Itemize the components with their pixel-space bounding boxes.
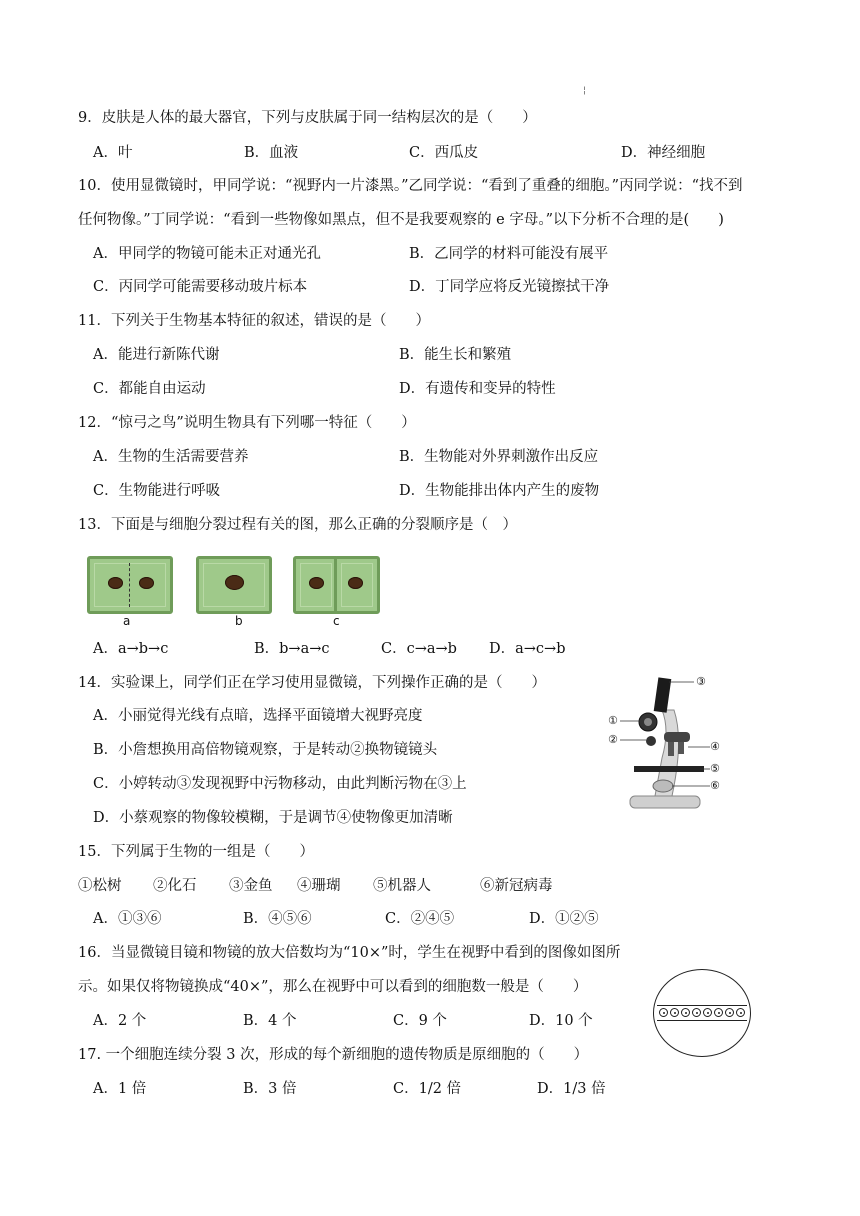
cell-a bbox=[87, 556, 173, 614]
q14-option-d[interactable]: D．小蔡观察的物像较模糊，于是调节④使物像更加清晰 bbox=[93, 810, 453, 826]
q10-stem-cont: 任何物像。”丁同学说：“看到一些物像如黑点，但不是我要观察的 e 字母。”以下分析不合理的是( ) bbox=[78, 212, 724, 228]
cell-row bbox=[657, 1005, 747, 1021]
q13-option-d[interactable]: D．a→c→b bbox=[489, 641, 566, 657]
q11-option-d[interactable]: D．有遗传和变异的特性 bbox=[399, 381, 556, 397]
q17-option-a[interactable]: A．1 倍 bbox=[93, 1081, 147, 1097]
q9-option-b[interactable]: B．血液 bbox=[244, 145, 299, 161]
q15-item-1: ①松树 bbox=[78, 878, 122, 894]
q16-stem: 16．当显微镜目镜和物镜的放大倍数均为“10×”时，学生在视野中看到的图像如图所 bbox=[78, 945, 621, 961]
q11-option-c[interactable]: C．都能自由运动 bbox=[93, 381, 206, 397]
label-4: ④ bbox=[710, 740, 720, 753]
q14-option-c[interactable]: C．小婷转动③发现视野中污物移动，由此判断污物在③上 bbox=[93, 776, 467, 792]
q9-option-a[interactable]: A．叶 bbox=[93, 145, 133, 161]
q14-stem: 14．实验课上，同学们正在学习使用显微镜，下列操作正确的是（ ） bbox=[78, 675, 546, 691]
q14-option-b[interactable]: B．小詹想换用高倍物镜观察，于是转动②换物镜镜头 bbox=[93, 742, 438, 758]
q17-option-d[interactable]: D．1/3 倍 bbox=[537, 1081, 606, 1097]
q10-option-d[interactable]: D．丁同学应将反光镜擦拭干净 bbox=[409, 279, 610, 295]
q17-option-b[interactable]: B．3 倍 bbox=[243, 1081, 297, 1097]
field-of-view-figure bbox=[653, 969, 751, 1057]
q17-stem: 17. 一个细胞连续分裂 3 次，形成的每个新细胞的遗传物质是原细胞的（ ） bbox=[78, 1047, 589, 1063]
q12-stem: 12．“惊弓之鸟”说明生物具有下列哪一特征（ ） bbox=[78, 415, 416, 431]
q14-option-a[interactable]: A．小丽觉得光线有点暗，选择平面镜增大视野亮度 bbox=[93, 708, 423, 724]
q15-item-5: ⑤机器人 bbox=[373, 878, 431, 894]
cell-b bbox=[196, 556, 272, 614]
q16-stem-cont: 示。如果仅将物镜换成“40×”，那么在视野中可以看到的细胞数一般是（ ） bbox=[78, 979, 588, 995]
q13-stem: 13．下面是与细胞分裂过程有关的图，那么正确的分裂顺序是（ ） bbox=[78, 517, 517, 533]
q15-item-3: ③金鱼 bbox=[229, 878, 273, 894]
q15-stem: 15．下列属于生物的一组是（ ） bbox=[78, 844, 314, 860]
q15-option-d[interactable]: D．①②⑤ bbox=[529, 911, 599, 927]
q10-option-b[interactable]: B．乙同学的材料可能没有展平 bbox=[409, 246, 609, 262]
q15-option-b[interactable]: B．④⑤⑥ bbox=[243, 911, 312, 927]
q17-option-c[interactable]: C．1/2 倍 bbox=[393, 1081, 462, 1097]
q10-option-c[interactable]: C．丙同学可能需要移动玻片标本 bbox=[93, 279, 308, 295]
label-6: ⑥ bbox=[710, 779, 720, 792]
q12-option-c[interactable]: C．生物能进行呼吸 bbox=[93, 483, 221, 499]
q16-option-c[interactable]: C．9 个 bbox=[393, 1013, 447, 1029]
q15-item-2: ②化石 bbox=[153, 878, 197, 894]
q11-option-a[interactable]: A．能进行新陈代谢 bbox=[93, 347, 220, 363]
q13-option-a[interactable]: A．a→b→c bbox=[93, 641, 169, 657]
microscope-icon bbox=[600, 670, 720, 820]
q9-stem: 9．皮肤是人体的最大器官，下列与皮肤属于同一结构层次的是（ ） bbox=[78, 110, 537, 126]
q15-item-6: ⑥新冠病毒 bbox=[480, 878, 553, 894]
label-c: c bbox=[333, 614, 340, 628]
cell-division-figure bbox=[83, 548, 383, 630]
label-b: b bbox=[235, 614, 243, 628]
q16-option-d[interactable]: D．10 个 bbox=[529, 1013, 593, 1029]
q15-item-4: ④珊瑚 bbox=[297, 878, 341, 894]
cell-c-left bbox=[293, 556, 339, 614]
label-2: ② bbox=[608, 733, 618, 746]
q13-option-b[interactable]: B．b→a→c bbox=[254, 641, 330, 657]
q16-option-b[interactable]: B．4 个 bbox=[243, 1013, 297, 1029]
q13-option-c[interactable]: C．c→a→b bbox=[381, 641, 457, 657]
label-a: a bbox=[123, 614, 131, 628]
q12-option-d[interactable]: D．生物能排出体内产生的废物 bbox=[399, 483, 600, 499]
q15-option-c[interactable]: C．②④⑤ bbox=[385, 911, 455, 927]
q16-option-a[interactable]: A．2 个 bbox=[93, 1013, 147, 1029]
q9-option-c[interactable]: C．西瓜皮 bbox=[409, 145, 479, 161]
q9-option-d[interactable]: D．神经细胞 bbox=[621, 145, 706, 161]
q11-stem: 11．下列关于生物基本特征的叙述，错误的是（ ） bbox=[78, 313, 430, 329]
q10-stem: 10．使用显微镜时，甲同学说：“视野内一片漆黑。”乙同学说：“看到了重叠的细胞。”丙同学说：“找不到 bbox=[78, 178, 743, 194]
q12-option-a[interactable]: A．生物的生活需要营养 bbox=[93, 449, 249, 465]
microscope-figure bbox=[600, 670, 720, 820]
label-5: ⑤ bbox=[710, 762, 720, 775]
cell-c-right bbox=[334, 556, 380, 614]
q15-option-a[interactable]: A．①③⑥ bbox=[93, 911, 162, 927]
q12-option-b[interactable]: B．生物能对外界刺激作出反应 bbox=[399, 449, 599, 465]
q10-option-a[interactable]: A．甲同学的物镜可能未正对通光孔 bbox=[93, 246, 321, 262]
label-3: ③ bbox=[696, 675, 706, 688]
q11-option-b[interactable]: B．能生长和繁殖 bbox=[399, 347, 512, 363]
label-1: ① bbox=[608, 714, 618, 727]
corner-mark: ¦ bbox=[583, 86, 587, 96]
